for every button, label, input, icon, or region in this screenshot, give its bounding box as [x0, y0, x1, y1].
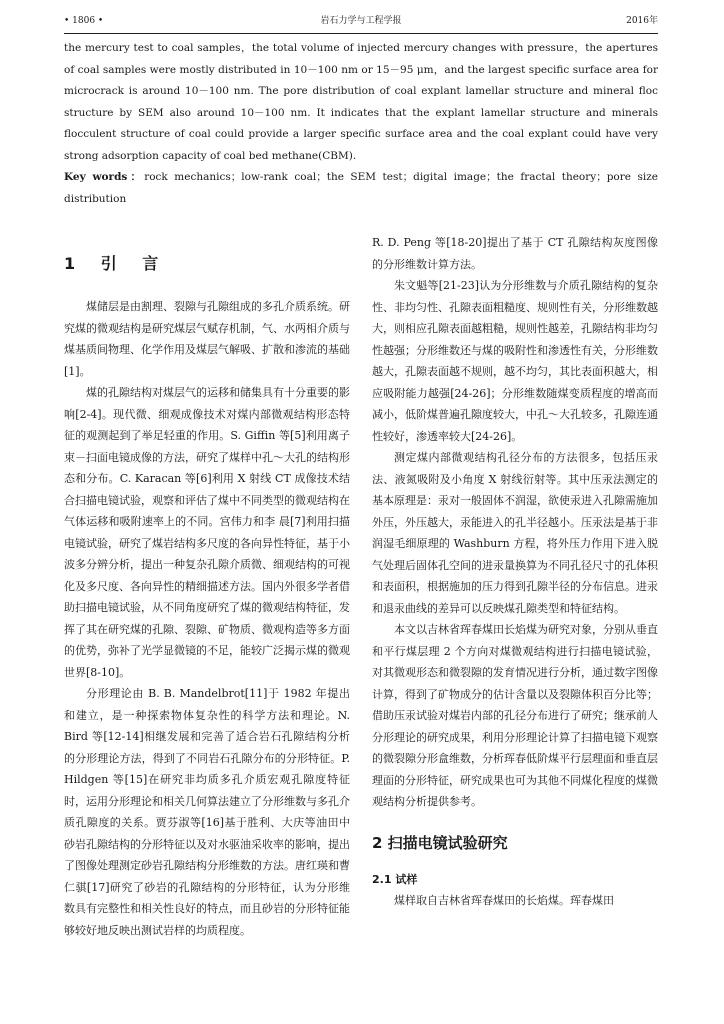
- paragraph: 测定煤内部微观结构孔径分布的方法很多，包括压汞法、液氮吸附及小角度 X 射线衍射等。其中压汞法测定的基本原理是：汞对一般固体不润湿，欲使汞进入孔隙需施加外压，外压越大，汞能进入的孔半径越小。压汞法是基于非润湿毛细原理的 Washburn 方程，将外压力作用下进入脱气处理后固体孔空间的进汞量换算为不同孔径尺寸的孔体积和表面积，根据施加的压力得到孔隙半径的分布信息。进汞和退汞曲线的差异可以反映煤孔隙类型和特征结构。: [372, 451, 658, 615]
- left-column: [64, 232, 350, 941]
- section-1-heading: 1 引 言: [64, 254, 169, 273]
- page-number: • 1806 •: [64, 16, 104, 26]
- paragraph: 分形理论由 B. B. Mandelbrot[11]于 1982 年提出和建立，是一种探索物体复杂性的科学方法和理论。N. Bird 等[12-14]相继发展和完善了适合岩石孔隙结构分析的分形理论方法，得到了不同岩石孔隙分布的分形特征。P. Hildgen 等[15]在研究非均质多孔介质宏观孔隙度特征时，运用分形理论和相关几何算法建立了分形维数与多孔介质孔隙度的关系。贾芬淑等[16]基于胜利、大庆等油田中砂岩孔隙结构的分形特征以及对水驱油采收率的影响，提出了图像处理测定砂岩孔隙结构分形维数的方法。唐红瑛和曹仁骐[17]研究了砂岩的孔隙结构的分形特征，认为分形维数具有完整性和相关性良好的特点，而且砂岩的分形特征能够较好地反映出测试岩样的均质程度。: [64, 687, 350, 937]
- paragraph: 煤储层是由割理、裂隙与孔隙组成的多孔介质系统。研究煤的微观结构是研究煤层气赋存机制，气、水两相介质与煤基质间物理、化学作用及煤层气解吸、扩散和渗流的基础[1]。: [64, 300, 350, 378]
- section-2-heading: 2 扫描电镜试验研究: [372, 833, 508, 852]
- paragraph: 煤样取自吉林省珲春煤田的长焰煤。珲春煤田: [394, 894, 614, 907]
- right-column: [372, 232, 658, 912]
- publication-year: 2016年: [626, 16, 658, 26]
- keywords-list: rock mechanics；low-rank coal；the SEM test；digital image；the fractal theory；pore size distribution: [64, 171, 658, 205]
- journal-title: 岩石力学与工程学报: [320, 16, 402, 26]
- abstract-text: the mercury test to coal samples，the total volume of injected mercury changes with pressure，the apertures of coal samples were mostly distributed in 10－100 nm or 15－95 μm，and the largest specific surface area for microcrack is around 10－100 nm. The pore distribution of coal explant lamellar structure and mineral floc structure by SEM also around 10－100 nm. It indicates that the explant lamellar structure and minerals flocculent structure of coal could provide a larger specific surface area and the coal explant could have very strong adsorption capacity of coal bed methane(CBM).: [64, 42, 658, 162]
- paragraph: 朱文魁等[21-23]认为分形维数与介质孔隙结构的复杂性、非均匀性、孔隙表面粗糙度、规则性有关，分形维数越大，则相应孔隙表面越粗糙，规则性越差，孔隙结构非均匀性越强；分形维数还与煤的吸附性和渗透性有关，分形维数越大，孔隙表面越不规则，越不均匀，其比表面积越大，相应吸附能力越强[24-26]；分形维数随煤变质程度的增高而减小，低阶煤普遍孔隙度较大，中孔～大孔较多，孔隙连通性较好，渗透率较大[24-26]。: [372, 279, 658, 443]
- subsection-2-1-heading: 2.1 试样: [372, 872, 418, 886]
- paragraph: R. D. Peng 等[18-20]提出了基于 CT 孔隙结构灰度图像的分形维数计算方法。: [372, 236, 658, 271]
- abstract-block: [64, 38, 658, 210]
- paragraph: 本文以吉林省珲春煤田长焰煤为研究对象，分别从垂直和平行煤层理 2 个方向对煤微观结构进行扫描电镜试验，对其微观形态和微裂隙的发育情况进行分析，通过数字图像计算，得到了矿物成分的估计含量以及裂隙体积百分比等；借助压汞试验对煤岩内部的孔径分布进行了研究；继承前人分形理论的研究成果，利用分形理论计算了扫描电镜下观察的微裂隙分形盒维数，分析珲春低阶煤平行层理面和垂直层理面的分形特征，研究成果也可为其他不同煤化程度的煤微观结构分析提供参考。: [372, 623, 658, 808]
- running-header: [64, 14, 658, 28]
- keywords-label: Key words：: [64, 171, 145, 183]
- keywords-line: [64, 167, 658, 210]
- paragraph: 煤的孔隙结构对煤层气的运移和储集具有十分重要的影响[2-4]。现代微、细观成像技术对煤内部微观结构形态特征的观测起到了举足轻重的作用。S. Giffin 等[5]利用离子束－扫面电镜成像的方法，研究了煤样中孔～大孔的结构形态和分布。C. Karacan 等[6]利用 X 射线 CT 成像技术结合扫描电镜试验，观察和评估了煤中不同类型的微观结构在气体运移和吸附速率上的不同。宫伟力和李 晨[7]利用扫描电镜试验，研究了煤岩结构多尺度的各向异性特征，基于小波多分辨分析，提出一种复杂孔隙介质微、细观结构的可视化及多尺度、各向异性的精细描述方法。国内外很多学者借助扫描电镜试验，从不同角度研究了煤的微观结构特征，发挥了其在研究煤的孔隙、裂隙、矿物质、微观构造等多方面的优势，弥补了光学显微镜的不足，能较广泛揭示煤的微观世界[8-10]。: [64, 386, 350, 679]
- header-rule: [64, 33, 658, 34]
